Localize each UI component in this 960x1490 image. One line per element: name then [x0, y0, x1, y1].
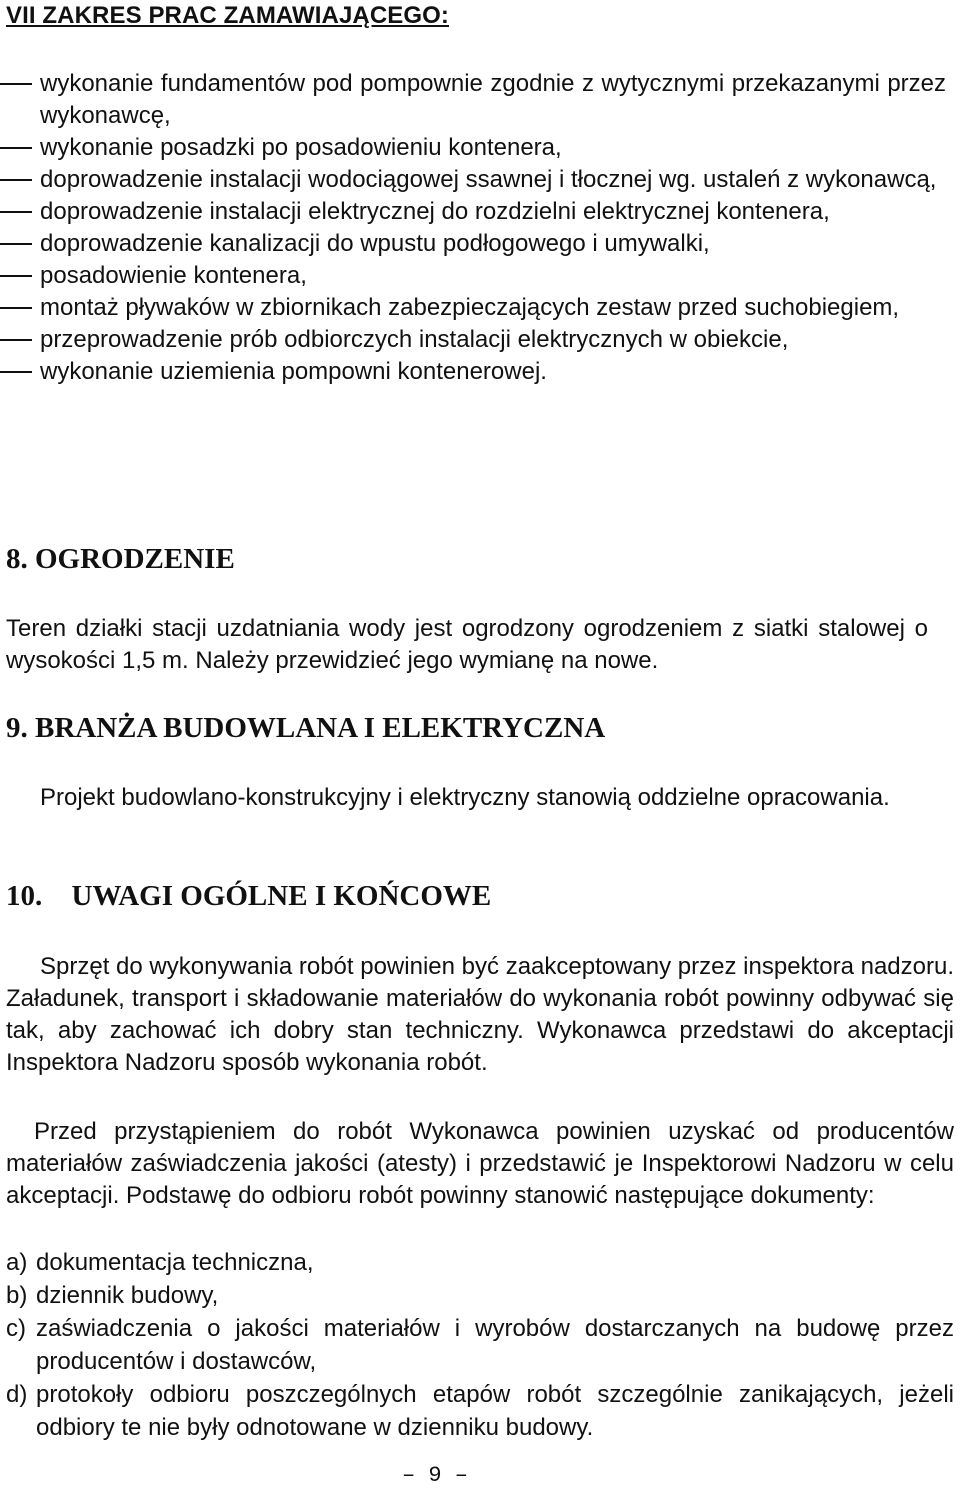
list-item-text: dokumentacja techniczna, [36, 1249, 314, 1276]
section-8-number: 8. [6, 543, 28, 575]
dash-bullet [0, 179, 32, 181]
list-item [6, 1279, 954, 1312]
section-7-list [0, 68, 960, 388]
list-item-text: doprowadzenie kanalizacji do wpustu podłogowego i umywalki, [40, 230, 710, 257]
list-item [0, 196, 960, 228]
page-number: – 9 – [401, 1463, 468, 1488]
list-item-text: montaż pływaków w zbiornikach zabezpieczających zestaw przed suchobiegiem, [40, 294, 900, 321]
dash-bullet [0, 147, 32, 149]
section-9-heading [6, 712, 605, 745]
list-item [0, 228, 960, 260]
list-item-text: posadowienie kontenera, [40, 262, 307, 289]
list-item-label: d) [6, 1381, 28, 1408]
list-item-label: b) [6, 1282, 28, 1309]
list-item-text: doprowadzenie instalacji wodociągowej ssawnej i tłocznej wg. ustaleń z wykonawcą, [40, 166, 937, 193]
section-8-title: OGRODZENIE [35, 543, 235, 575]
list-item [0, 356, 960, 388]
list-item [6, 1312, 954, 1378]
list-item [6, 1246, 954, 1279]
section-9-title: BRANŻA BUDOWLANA I ELEKTRYCZNA [35, 712, 606, 744]
list-item [0, 132, 960, 164]
dash-bullet [0, 275, 32, 277]
list-item-text: protokoły odbioru poszczególnych etapów robót szczególnie zanikających, jeżeli odbiory te nie były odnotowane w dzienniku budowy. [36, 1381, 954, 1441]
section-10-paragraph-2: Przed przystąpieniem do robót Wykonawca powinien uzyskać od producentów materiałów zaświadczenia jakości (atesty) i przedstawić je Inspektorowi Nadzoru w celu akceptacji. Podstawę do odbioru robót powinny stanowić następujące dokumenty: [6, 1118, 954, 1209]
list-item-label: a) [6, 1249, 28, 1276]
dash-bullet [0, 371, 32, 373]
list-item-text: zaświadczenia o jakości materiałów i wyrobów dostarczanych na budowę przez producentów i dostawców, [36, 1315, 954, 1375]
list-item-text: doprowadzenie instalacji elektrycznej do rozdzielni elektrycznej kontenera, [40, 198, 830, 225]
section-7-heading: VII ZAKRES PRAC ZAMAWIAJĄCEGO: [6, 2, 450, 29]
dash-bullet [0, 83, 32, 85]
dash-bullet [0, 339, 32, 341]
list-item [6, 1378, 954, 1444]
list-item-text: wykonanie uziemienia pompowni kontenerowej. [40, 358, 547, 385]
section-8-text: Teren działki stacji uzdatniania wody jest ogrodzony ogrodzeniem z siatki stalowej o wysokości 1,5 m. Należy przewidzieć jego wymianę na nowe. [6, 615, 928, 674]
section-10-number: 10. [6, 880, 43, 912]
section-10-title: UWAGI OGÓLNE I KOŃCOWE [71, 880, 492, 912]
list-item [0, 324, 960, 356]
list-item [0, 260, 960, 292]
documents-list [6, 1246, 954, 1444]
list-item [0, 68, 960, 132]
list-item-text: wykonanie posadzki po posadowieniu kontenera, [40, 134, 562, 161]
dash-bullet [0, 211, 32, 213]
list-item-text: wykonanie fundamentów pod pompownie zgodnie z wytycznymi przekazanymi przez wykonawcę, [40, 70, 946, 129]
list-item-text: przeprowadzenie prób odbiorczych instalacji elektrycznych w obiekcie, [40, 326, 789, 353]
list-item [0, 164, 960, 196]
list-item [0, 292, 960, 324]
dash-bullet [0, 307, 32, 309]
list-item-label: c) [6, 1315, 26, 1342]
section-9-text: Projekt budowlano-konstrukcyjny i elektryczny stanowią oddzielne opracowania. [40, 784, 890, 811]
dash-bullet [0, 243, 32, 245]
section-9-number: 9. [6, 712, 28, 744]
list-item-text: dziennik budowy, [36, 1282, 219, 1309]
section-10-heading [6, 880, 491, 913]
section-8-heading [6, 543, 235, 576]
section-10-paragraph-1: Sprzęt do wykonywania robót powinien być zaakceptowany przez inspektora nadzoru. Załadunek, transport i składowanie materiałów do wykonania robót powinny odbywać się tak, aby zachować ich dobry stan techniczny. Wykonawca przedstawi do akceptacji Inspektora Nadzoru sposób wykonania robót. [6, 953, 954, 1076]
